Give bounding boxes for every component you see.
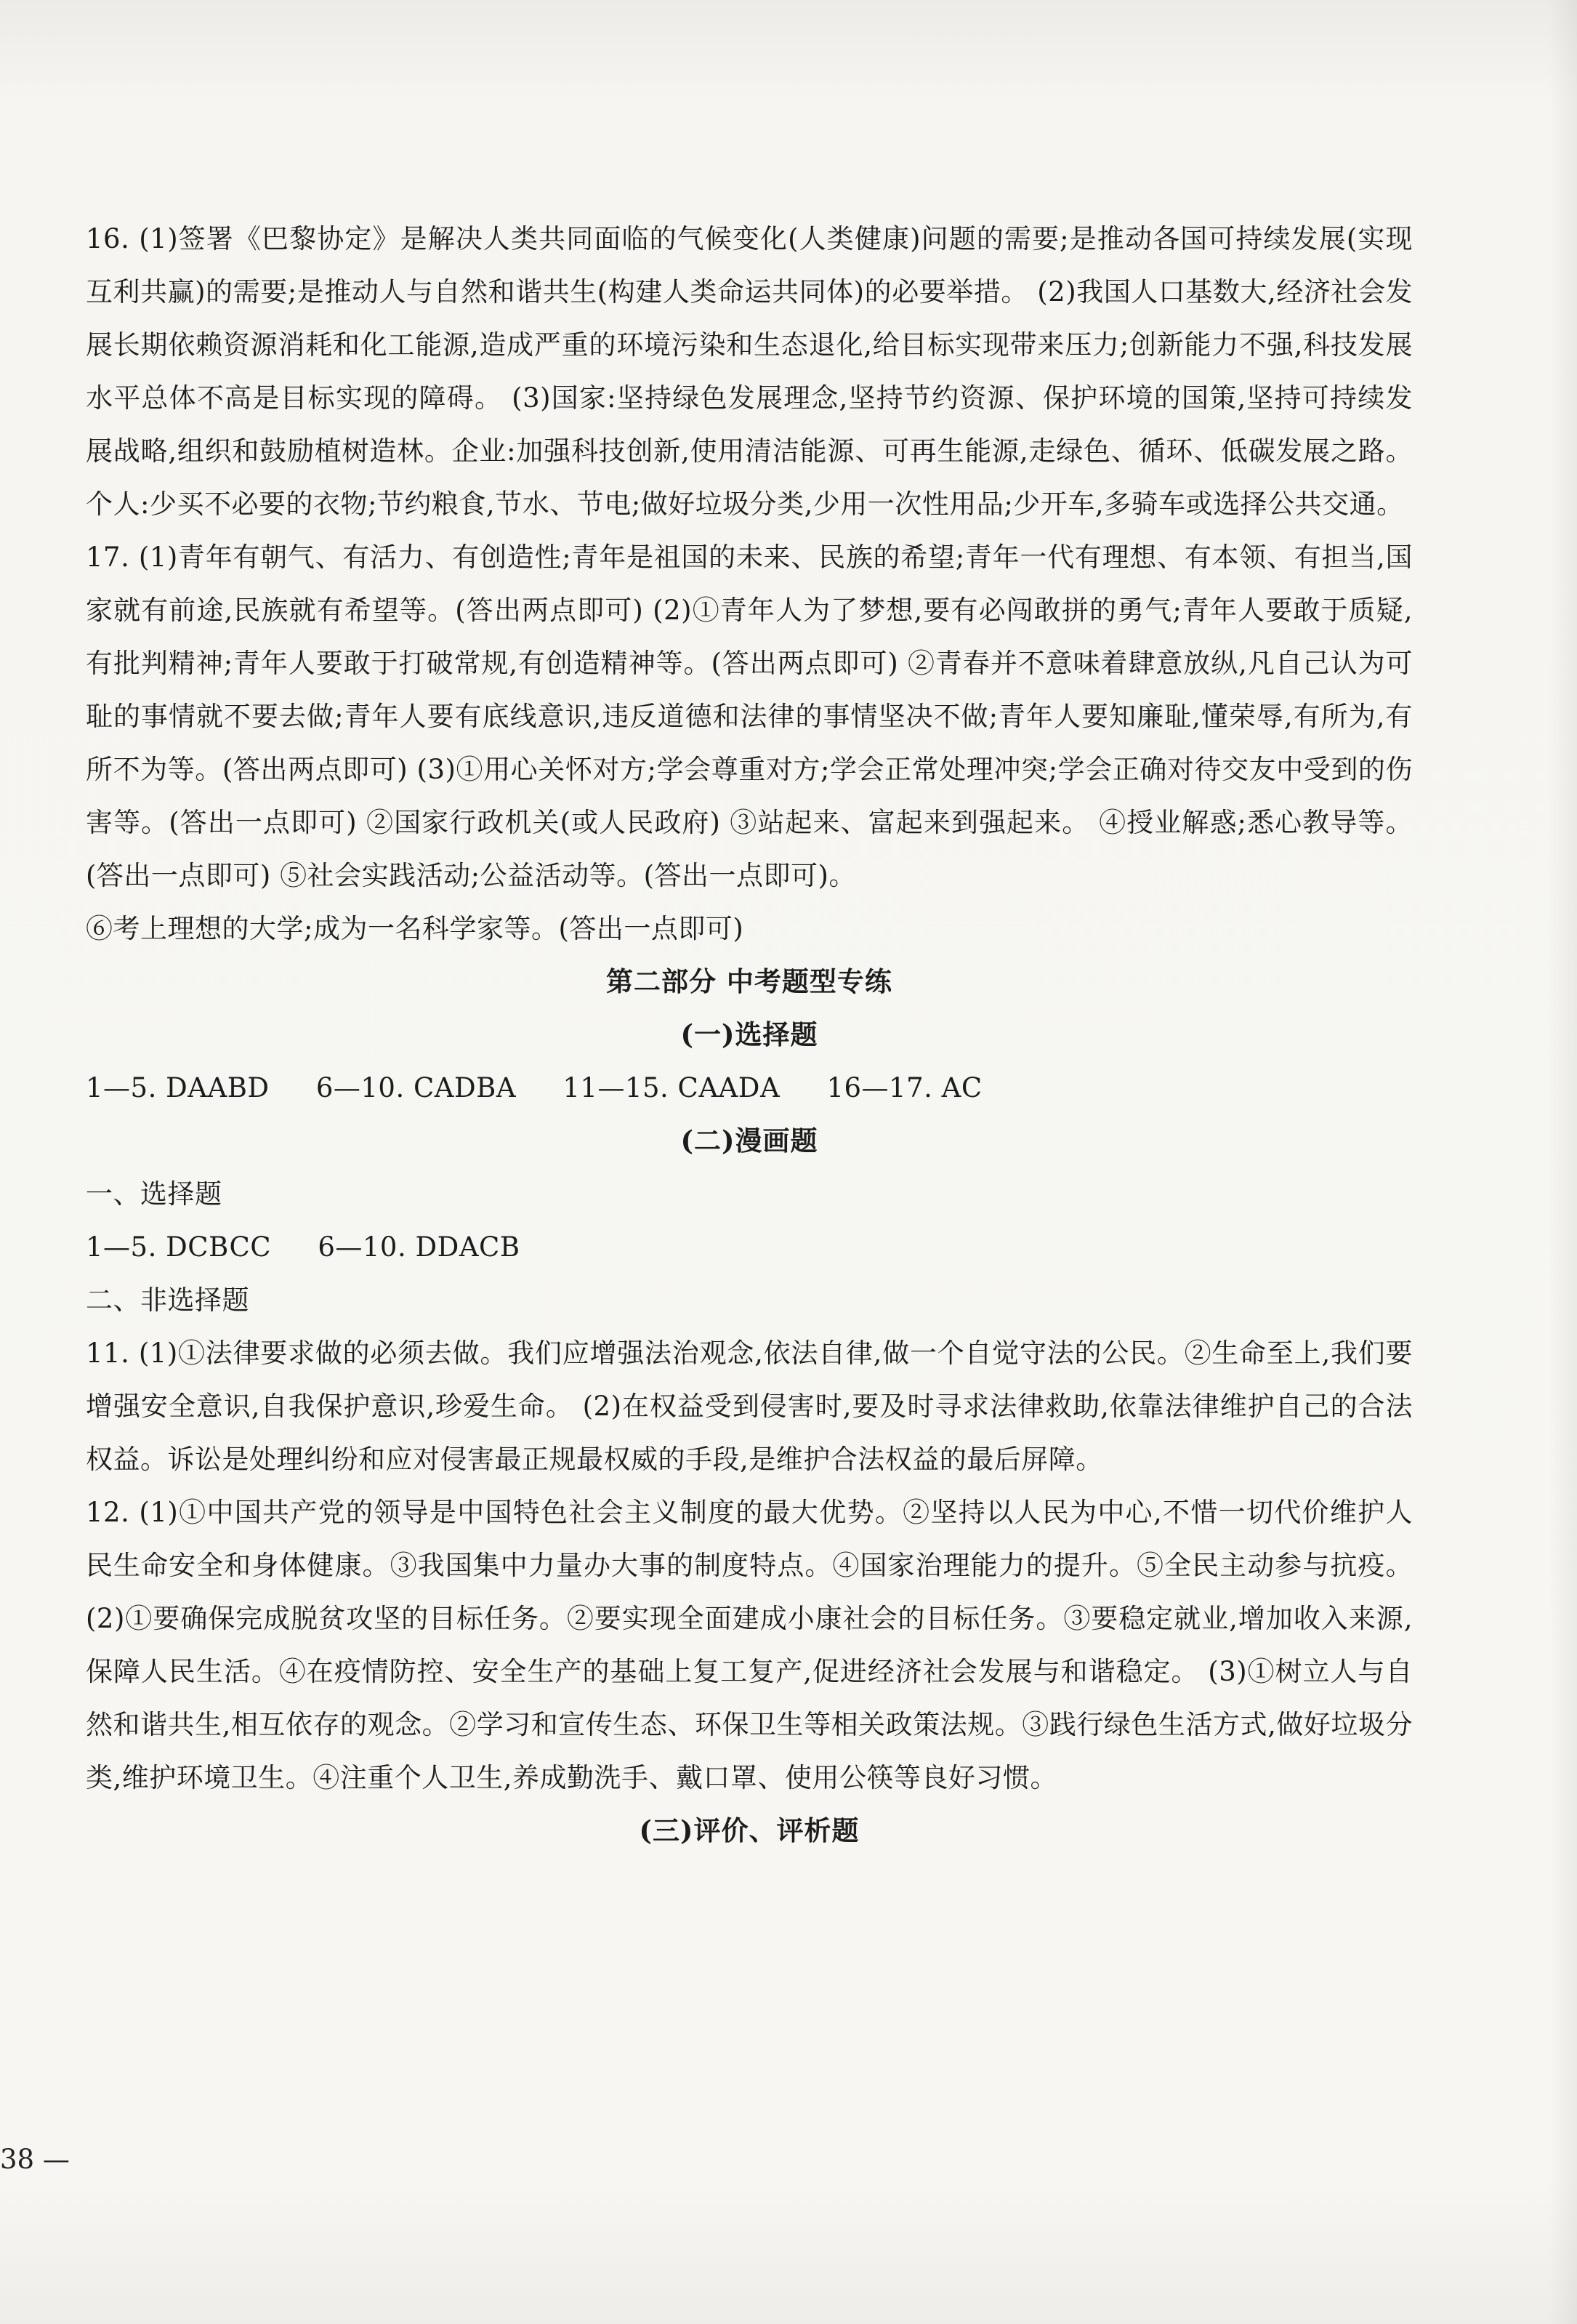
answer-range: 6—10. DDACB xyxy=(318,1231,520,1263)
answer-range: 1—5. DCBCC xyxy=(86,1231,272,1263)
section1-title: (一)选择题 xyxy=(680,1018,818,1050)
answer-range: 16—17. AC xyxy=(826,1072,983,1103)
answer-q12: 12. (1)①中国共产党的领导是中国特色社会主义制度的最大优势。②坚持以人民为中心,不惜一切代价维护人民生命安全和身体健康。③我国集中力量办大事的制度特点。④国家治理能力的提升。⑤全民主动参与抗疫。 (2)①要确保完成脱贫攻坚的目标任务。②要实现全面建成小康社会的目标任务。③要稳定就业,增加收入来源,保障人民生活。④在疫情防控、安全生产的基础上复工复产,促进经济社会发展与和谐稳定。 (3)①树立人与自然和谐共生,相互依存的观念。②学习和宣传生态、环保卫生等相关政策法规。③践行绿色生活方式,做好垃圾分类,维护环境卫生。④注重个人卫生,养成勤洗手、戴口罩、使用公筷等良好习惯。 xyxy=(86,1497,1413,1793)
answer-range: 1—5. DAABD xyxy=(86,1072,270,1103)
section2-subtitle-nonchoice: 二、非选择题 xyxy=(86,1284,249,1316)
answer-q16: 16. (1)签署《巴黎协定》是解决人类共同面临的气候变化(人类健康)问题的需要;是推动各国可持续发展(实现互利共赢)的需要;是推动人与自然和谐共生(构建人类命运共同体)的必要举措。 (2)我国人口基数大,经济社会发展长期依赖资源消耗和化工能源,造成严重的环境污染和生态退化,给目标实现带来压力;创新能力不强,科技发展水平总体不高是目标实现的障碍。 (3)国家:坚持绿色发展理念,坚持节约资源、保护环境的国策,坚持可持续发展战略,组织和鼓励植树造林。企业:加强科技创新,使用清洁能源、可再生能源,走绿色、循环、低碳发展之路。个人:少买不必要的衣物;节约粮食,节水、节电;做好垃圾分类,少用一次性用品;少开车,多骑车或选择公共交通。 xyxy=(86,223,1413,520)
page-number: 38 — xyxy=(0,2144,70,2175)
answer-q17: 17. (1)青年有朝气、有活力、有创造性;青年是祖国的未来、民族的希望;青年一代有理想、有本领、有担当,国家就有前途,民族就有希望等。(答出两点即可) (2)①青年人为了梦想,要有必闯敢拼的勇气;青年人要敢于质疑,有批判精神;青年人要敢于打破常规,有创造精神等。(答出两点即可) ②青春并不意味着肆意放纵,凡自己认为可耻的事情就不要去做;青年人要有底线意识,违反道德和法律的事情坚决不做;青年人要知廉耻,懂荣辱,有所为,有所不为等。(答出两点即可) (3)①用心关怀对方;学会尊重对方;学会正常处理冲突;学会正确对待交友中受到的伤害等。(答出一点即可) ②国家行政机关(或人民政府) ③站起来、富起来到强起来。 ④授业解惑;悉心教导等。(答出一点即可) ⑤社会实践活动;公益活动等。(答出一点即可)。 xyxy=(86,542,1413,891)
page-edge-shadow xyxy=(1548,0,1577,2324)
part2-title: 第二部分 中考题型专练 xyxy=(606,965,892,997)
answer-content xyxy=(86,212,1413,1857)
answer-range: 6—10. CADBA xyxy=(315,1072,517,1103)
section2-answers xyxy=(86,1221,1413,1274)
section1-answers xyxy=(86,1061,1413,1114)
section3-title: (三)评价、评析题 xyxy=(639,1814,860,1846)
answer-q17-tail: ⑥考上理想的大学;成为一名科学家等。(答出一点即可) xyxy=(86,913,744,944)
answer-range: 11—15. CAADA xyxy=(562,1072,781,1103)
section2-subtitle-choice: 一、选择题 xyxy=(86,1178,222,1210)
answer-q11: 11. (1)①法律要求做的必须去做。我们应增强法治观念,依法自律,做一个自觉守法的公民。②生命至上,我们要增强安全意识,自我保护意识,珍爱生命。 (2)在权益受到侵害时,要及时寻求法律救助,依靠法律维护自己的合法权益。诉讼是处理纠纷和应对侵害最正规最权威的手段,是维护合法权益的最后屏障。 xyxy=(86,1338,1413,1475)
section2-title: (二)漫画题 xyxy=(680,1125,818,1157)
